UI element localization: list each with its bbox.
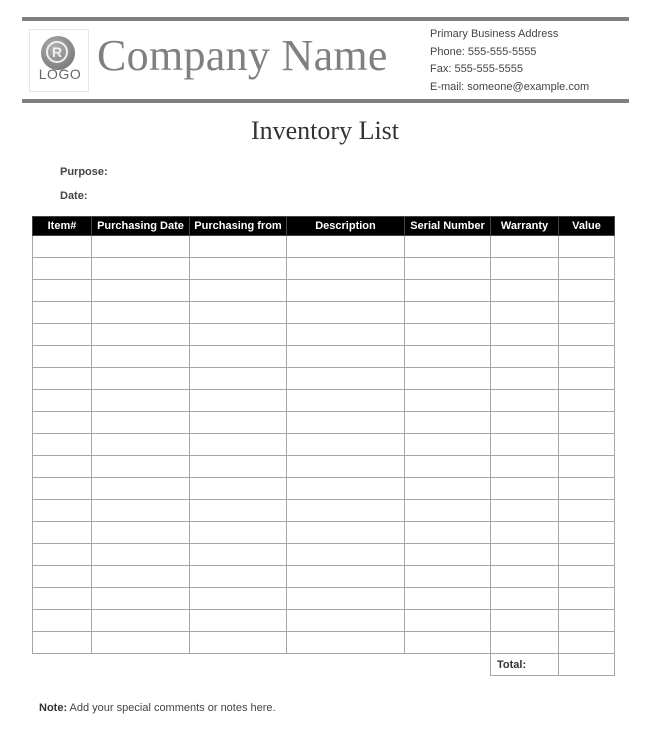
table-cell[interactable] [405, 610, 491, 632]
note-label: Note: [39, 702, 68, 714]
table-cell[interactable] [491, 368, 559, 390]
table-cell[interactable] [405, 566, 491, 588]
table-cell[interactable] [491, 280, 559, 302]
note-text: Add your special comments or notes here. [67, 702, 276, 714]
table-cell[interactable] [287, 236, 405, 258]
table-row [33, 302, 615, 324]
table-cell[interactable] [405, 588, 491, 610]
date-label: Date: [60, 190, 88, 202]
logo-label: LOGO [38, 66, 82, 82]
table-cell[interactable] [33, 610, 92, 632]
column-header-purchasing-date: Purchasing Date [92, 217, 190, 236]
inventory-table [32, 216, 615, 676]
table-cell[interactable] [190, 588, 287, 610]
total-label: Total: [491, 654, 559, 676]
table-row [33, 346, 615, 368]
table-row [33, 522, 615, 544]
table-body [33, 236, 615, 676]
table-row [33, 588, 615, 610]
table-cell[interactable] [405, 324, 491, 346]
table-row [33, 632, 615, 654]
table-cell[interactable] [92, 478, 190, 500]
table-cell[interactable] [287, 566, 405, 588]
table-cell[interactable] [491, 456, 559, 478]
table-cell[interactable] [491, 632, 559, 654]
table-cell[interactable] [287, 302, 405, 324]
table-cell[interactable] [491, 434, 559, 456]
table-cell[interactable] [190, 302, 287, 324]
table-cell[interactable] [559, 478, 615, 500]
table-cell[interactable] [33, 522, 92, 544]
table-cell[interactable] [559, 544, 615, 566]
table-cell[interactable] [190, 280, 287, 302]
table-cell[interactable] [33, 412, 92, 434]
table-cell[interactable] [405, 236, 491, 258]
table-cell[interactable] [287, 456, 405, 478]
table-row [33, 478, 615, 500]
table-cell[interactable] [491, 478, 559, 500]
table-cell[interactable] [287, 412, 405, 434]
table-cell[interactable] [491, 588, 559, 610]
table-cell[interactable] [190, 368, 287, 390]
table-cell[interactable] [33, 302, 92, 324]
table-cell[interactable] [287, 522, 405, 544]
table-cell[interactable] [405, 500, 491, 522]
table-cell[interactable] [559, 632, 615, 654]
table-cell[interactable] [491, 236, 559, 258]
table-cell[interactable] [92, 456, 190, 478]
table-cell[interactable] [491, 544, 559, 566]
table-cell[interactable] [559, 324, 615, 346]
table-header-row [33, 217, 615, 236]
table-cell[interactable] [92, 390, 190, 412]
table-cell[interactable] [559, 588, 615, 610]
column-header-serial-number: Serial Number [405, 217, 491, 236]
table-cell[interactable] [491, 610, 559, 632]
table-row [33, 236, 615, 258]
table-row [33, 456, 615, 478]
table-cell[interactable] [33, 236, 92, 258]
table-cell[interactable] [190, 236, 287, 258]
table-cell[interactable] [190, 632, 287, 654]
table-cell[interactable] [33, 456, 92, 478]
table-cell[interactable] [559, 236, 615, 258]
table-cell[interactable] [405, 434, 491, 456]
table-cell[interactable] [33, 500, 92, 522]
table-cell[interactable] [559, 610, 615, 632]
table-cell[interactable] [92, 434, 190, 456]
email-address[interactable]: E-mail: someone@example.com [430, 80, 590, 93]
table-cell[interactable] [190, 478, 287, 500]
table-cell[interactable] [559, 346, 615, 368]
table-cell[interactable] [92, 522, 190, 544]
table-cell[interactable] [92, 632, 190, 654]
total-value-cell[interactable] [559, 654, 615, 676]
table-cell[interactable] [287, 390, 405, 412]
table-cell[interactable] [190, 522, 287, 544]
table-cell[interactable] [405, 280, 491, 302]
table-cell[interactable] [559, 258, 615, 280]
table-cell[interactable] [92, 236, 190, 258]
note [39, 702, 276, 714]
table-cell[interactable] [491, 258, 559, 280]
table-cell[interactable] [190, 544, 287, 566]
registered-mark-icon: R [41, 36, 75, 70]
table-cell[interactable] [190, 500, 287, 522]
table-cell[interactable] [190, 346, 287, 368]
table-row [33, 434, 615, 456]
table-cell[interactable] [92, 588, 190, 610]
table-cell[interactable] [190, 412, 287, 434]
company-name: Company Name [97, 31, 388, 80]
table-cell[interactable] [33, 368, 92, 390]
table-cell[interactable] [92, 368, 190, 390]
table-cell[interactable] [92, 258, 190, 280]
table-cell[interactable] [559, 280, 615, 302]
table-cell[interactable] [287, 280, 405, 302]
phone-number: Phone: 555-555-5555 [430, 45, 537, 58]
column-header-value: Value [559, 217, 615, 236]
table-cell[interactable] [405, 632, 491, 654]
fax-number: Fax: 555-555-5555 [430, 63, 523, 75]
total-row [33, 654, 615, 676]
table-cell[interactable] [287, 346, 405, 368]
total-spacer [33, 654, 491, 676]
table-row [33, 324, 615, 346]
table-cell[interactable] [33, 258, 92, 280]
table-cell[interactable] [559, 434, 615, 456]
table-cell[interactable] [491, 390, 559, 412]
table-cell[interactable] [33, 588, 92, 610]
header-top-rule [22, 17, 629, 21]
table-cell[interactable] [559, 390, 615, 412]
table-cell[interactable] [491, 566, 559, 588]
table-cell[interactable] [405, 302, 491, 324]
table-cell[interactable] [559, 566, 615, 588]
table-cell[interactable] [190, 566, 287, 588]
column-header-purchasing-from: Purchasing from [190, 217, 287, 236]
table-cell[interactable] [287, 500, 405, 522]
table-cell[interactable] [491, 302, 559, 324]
table-cell[interactable] [287, 368, 405, 390]
table-cell[interactable] [559, 522, 615, 544]
table-cell[interactable] [190, 610, 287, 632]
table-row [33, 258, 615, 280]
table-cell[interactable] [190, 434, 287, 456]
page-title: Inventory List [250, 116, 400, 145]
table-cell[interactable] [287, 478, 405, 500]
table-cell[interactable] [33, 566, 92, 588]
table-cell[interactable] [287, 610, 405, 632]
table-cell[interactable] [559, 368, 615, 390]
header-bottom-rule [22, 99, 629, 103]
table-cell[interactable] [92, 302, 190, 324]
table-cell[interactable] [405, 368, 491, 390]
table-cell[interactable] [92, 412, 190, 434]
table-cell[interactable] [405, 258, 491, 280]
table-cell[interactable] [491, 324, 559, 346]
table-row [33, 280, 615, 302]
table-cell[interactable] [559, 456, 615, 478]
table-cell[interactable] [491, 522, 559, 544]
purpose-label: Purpose: [60, 166, 108, 178]
table-cell[interactable] [33, 324, 92, 346]
column-header-description: Description [287, 217, 405, 236]
table-cell[interactable] [33, 390, 92, 412]
table-cell[interactable] [287, 632, 405, 654]
table-cell[interactable] [559, 412, 615, 434]
table-row [33, 390, 615, 412]
table-cell[interactable] [33, 280, 92, 302]
table-cell[interactable] [33, 478, 92, 500]
table-cell[interactable] [92, 566, 190, 588]
column-header-warranty: Warranty [491, 217, 559, 236]
table-cell[interactable] [287, 434, 405, 456]
table-row [33, 368, 615, 390]
table-cell[interactable] [287, 324, 405, 346]
table-cell[interactable] [92, 544, 190, 566]
business-address: Primary Business Address [430, 28, 559, 40]
table-cell[interactable] [92, 324, 190, 346]
contact-info [430, 27, 589, 97]
table-cell[interactable] [33, 544, 92, 566]
table-cell[interactable] [33, 434, 92, 456]
table-cell[interactable] [190, 324, 287, 346]
table-cell[interactable] [190, 258, 287, 280]
table-cell[interactable] [405, 544, 491, 566]
table-cell[interactable] [405, 346, 491, 368]
table-row [33, 544, 615, 566]
table-row [33, 566, 615, 588]
company-logo [29, 29, 89, 92]
table-cell[interactable] [33, 346, 92, 368]
table-cell[interactable] [405, 412, 491, 434]
table-cell[interactable] [92, 610, 190, 632]
table-cell[interactable] [405, 478, 491, 500]
table-row [33, 610, 615, 632]
table-cell[interactable] [559, 302, 615, 324]
table-row [33, 500, 615, 522]
column-header-item: Item# [33, 217, 92, 236]
table-cell[interactable] [33, 632, 92, 654]
table-cell[interactable] [559, 500, 615, 522]
table-cell[interactable] [491, 346, 559, 368]
table-cell[interactable] [405, 390, 491, 412]
table-cell[interactable] [190, 390, 287, 412]
table-cell[interactable] [92, 500, 190, 522]
table-cell[interactable] [190, 456, 287, 478]
table-cell[interactable] [92, 280, 190, 302]
table-cell[interactable] [92, 346, 190, 368]
table-row [33, 412, 615, 434]
table-cell[interactable] [287, 544, 405, 566]
table-cell[interactable] [287, 258, 405, 280]
table-cell[interactable] [287, 588, 405, 610]
table-cell[interactable] [491, 500, 559, 522]
table-cell[interactable] [405, 522, 491, 544]
table-cell[interactable] [405, 456, 491, 478]
table-cell[interactable] [491, 412, 559, 434]
